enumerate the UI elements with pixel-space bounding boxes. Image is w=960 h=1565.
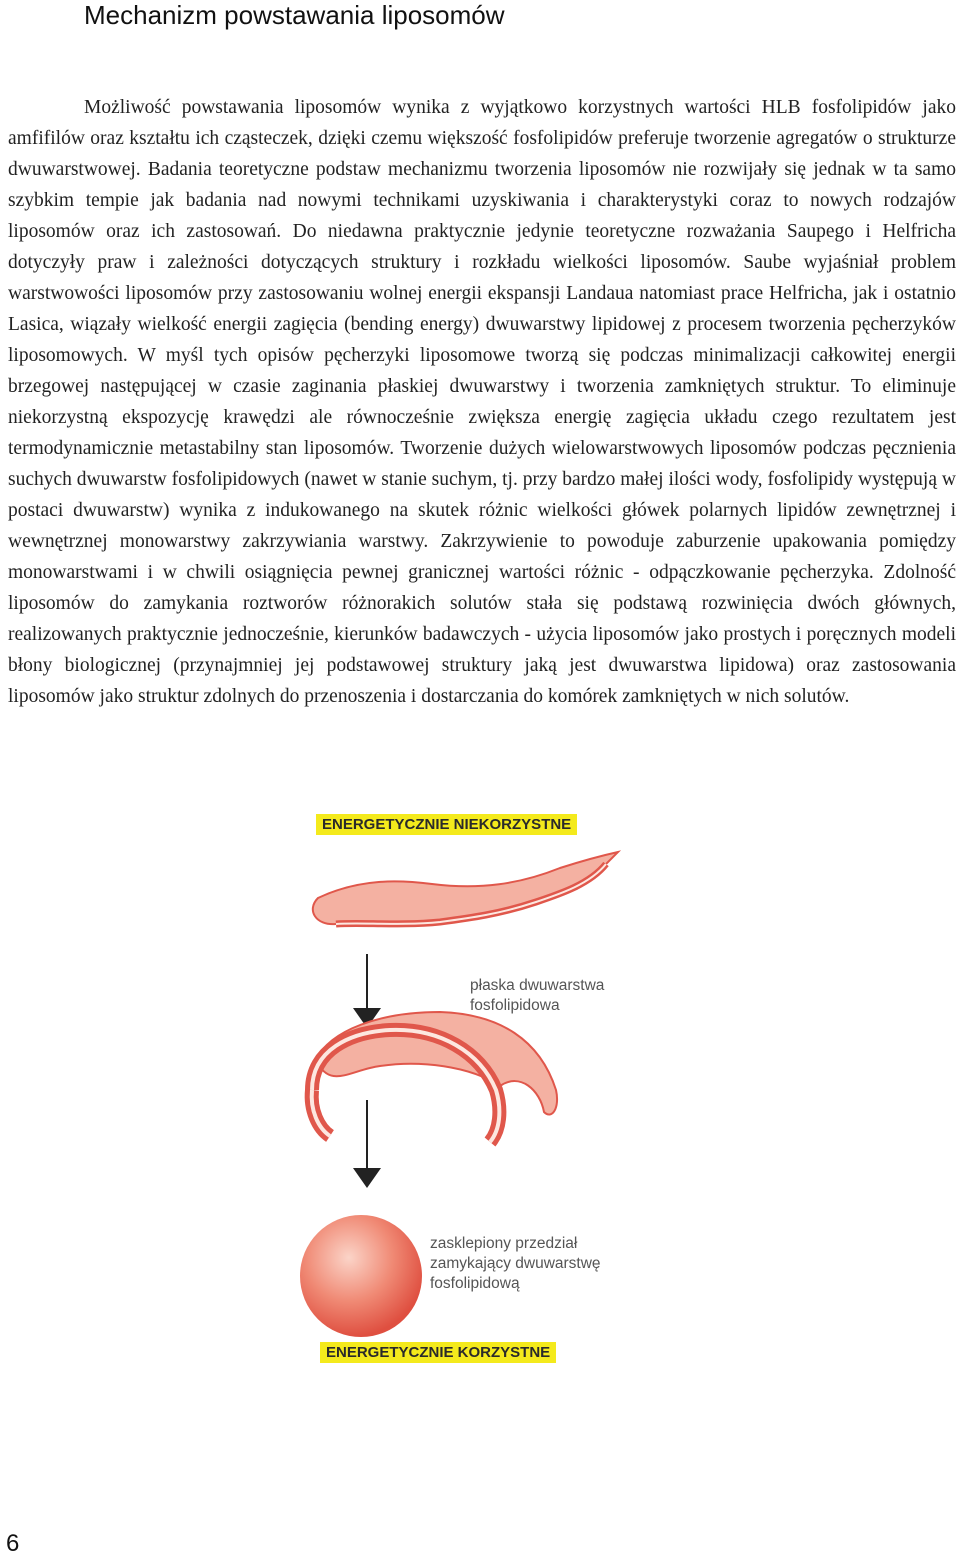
unfavorable-banner: ENERGETYCZNIE NIEKORZYSTNE [316,814,577,835]
closed-vesicle [300,1215,422,1337]
curved-bilayer [312,1012,557,1142]
page-number: 6 [6,1530,20,1557]
closed-compartment-label [430,1234,601,1294]
flat-bilayer [313,852,618,924]
flat-bilayer-label-line2: fosfolipidowa [470,997,560,1014]
page-title: Mechanizm powstawania liposomów [84,0,505,30]
flat-bilayer-label-line1: płaska dwuwarstwa [470,977,605,994]
closed-label-line3: fosfolipidową [430,1275,520,1292]
closed-label-line2: zamykający dwuwarstwę [430,1255,601,1272]
closed-label-line1: zasklepiony przedział [430,1235,578,1252]
favorable-banner: ENERGETYCZNIE KORZYSTNE [320,1342,556,1363]
body-paragraph: Możliwość powstawania liposomów wynika z wyjątkowo korzystnych wartości HLB fosfolipidów jako amfifilów oraz kształtu ich cząsteczek, dzięki czemu większość fosfolipidów preferuje tworzenie agregatów o strukturze dwuwarstwowej. Badania teoretyczne podstaw mechanizmu tworzenia liposomów nie rozwijały się jednak w ta samo szybkim tempie jak badania nad nowymi technikami uzyskiwania i charakterystyki coraz to nowych rodzajów liposomów oraz ich zastosowań. Do niedawna praktycznie jedynie teoretyczne rozważania Saupego i Helfricha dotyczyły praw i zależności dotyczących struktury i rozkładu wielkości liposomów. Saube wyjaśniał problem warstwowości liposomów przy zastosowaniu wolnej energii ekspansji Landaua natomiast prace Helfricha, jak i ostatnio Lasica, wiązały wielkość energii zagięcia (bending energy) dwuwarstwy lipidowej z procesem tworzenia pęcherzyków liposomowych. W myśl tych opisów pęcherzyki liposomowe tworzą się podczas minimalizacji całkowitej energii brzegowej następującej w czasie zaginania płaskiej dwuwarstwy i tworzenia zamkniętych struktur. To eliminuje niekorzystną ekspozycję krawędzi ale równocześnie zwiększa energię zagięcia układu czego rezultatem jest termodynamicznie metastabilny stan liposomów. Tworzenie dużych wielowarstwowych liposomów podczas pęcznienia suchych dwuwarstw fosfolipidowych (nawet w stanie suchym, tj. przy bardzo małej ilości wody, fosfolipidy występują w postaci dwuwarstw) wynika z indukowanego na skutek różnic wielkości główek polarnych lipidów zewnętrznej i wewnętrznej monowarstwy zakrzywiania warstwy. Zakrzywienie to powoduje zaburzenie upakowania pomiędzy monowarstwami i w chwili osiągnięcia pewnej granicznej wartości różnic - odpączkowanie pęcherzyka. Zdolność liposomów do zamykania roztworów różnorakich solutów stała się podstawą rozwinięcia dwóch głównych, realizowanych praktycznie jednocześnie, kierunków badawczych - użycia liposomów jako prostych i poręcznych modeli błony biologicznej (przynajmniej jej podstawowej struktury jaką jest dwuwarstwa lipidowa) oraz zastosowania liposomów jako struktur zdolnych do przenoszenia i dostarczania do komórek zamkniętych w nich solutów. [8,97,956,707]
figure-illustration [0,790,960,1410]
flat-bilayer-label [470,976,604,1016]
liposome-formation-figure [0,790,960,1410]
